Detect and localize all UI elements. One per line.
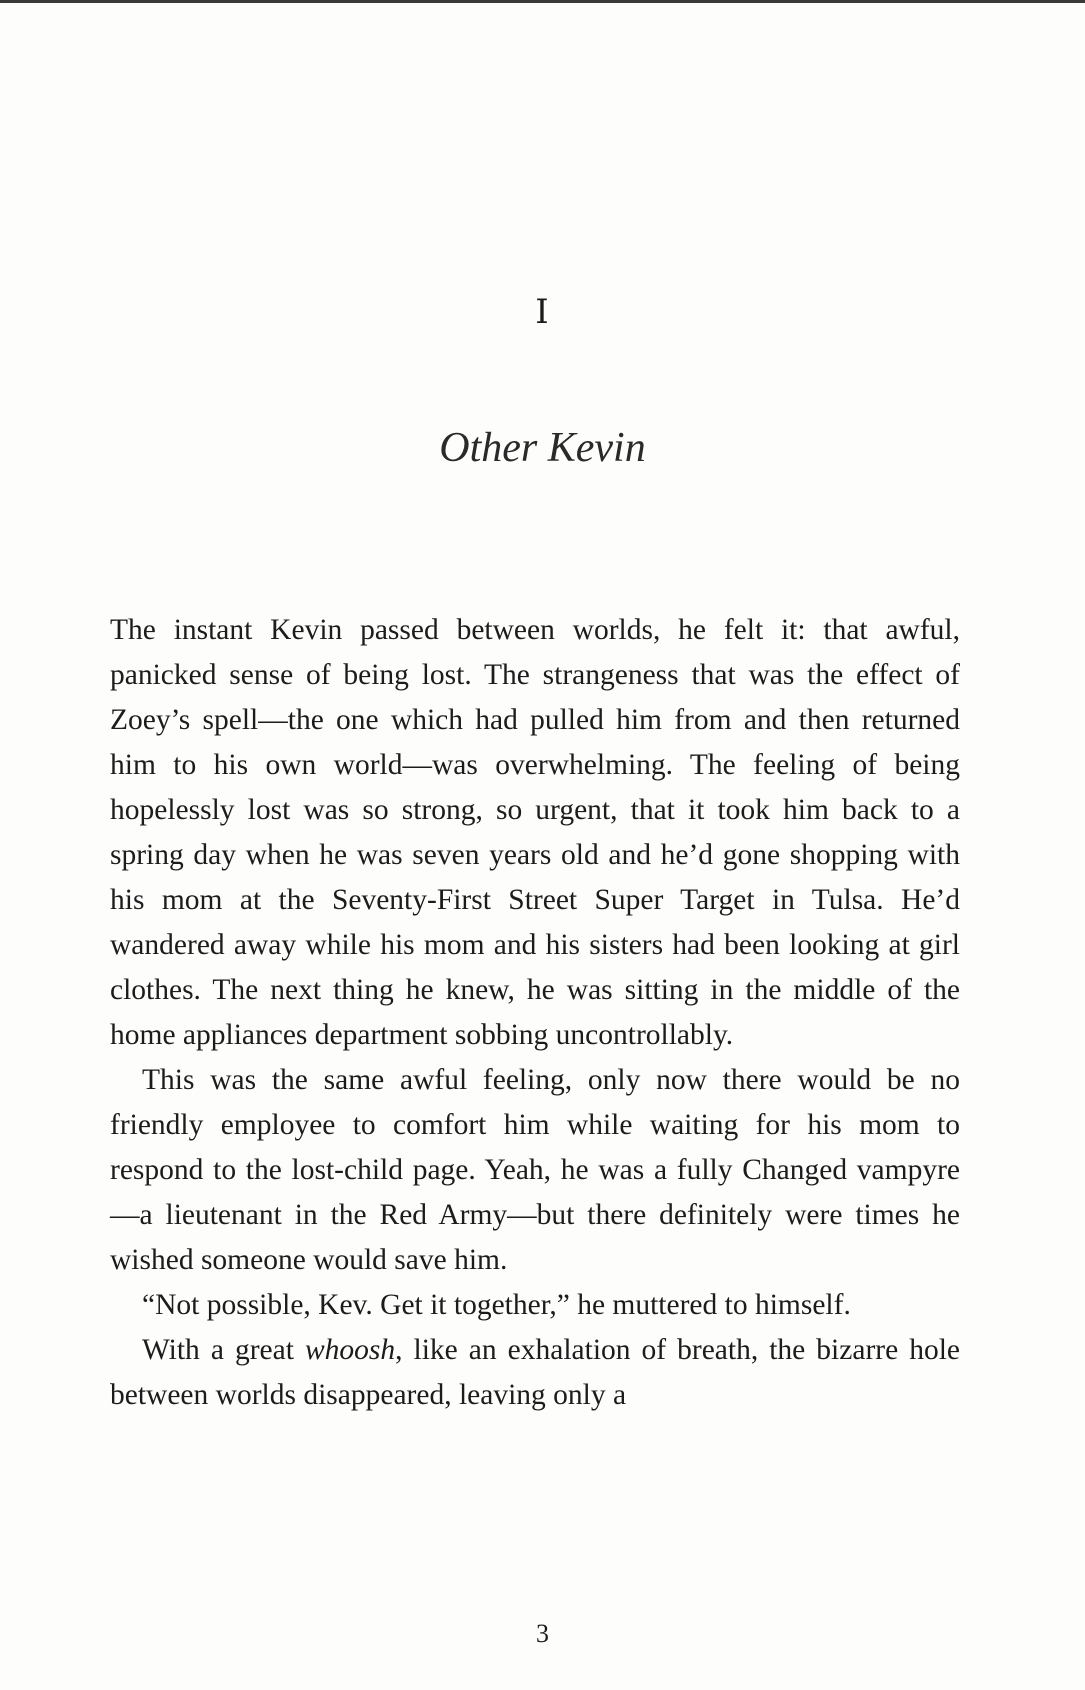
chapter-number: I [535,292,550,332]
paragraph-text: , like an exhalation of breath, the bizarre hole between worlds disappeared, leaving only a [110,1334,960,1411]
paragraph: The instant Kevin passed between worlds, he felt it: that awful, panicked sense of being lost. The strangeness that was the effect of Zoey’s spell—the one which had pulled him from and then returned him to his own world—was overwhelming. The feeling of being hopelessly lost was so strong, so urgent, that it took him back to a spring day when he was seven years old and he’d gone shopping with his mom at the Seventy-First Street Super Target in Tulsa. He’d wandered away while his mom and his sisters had been looking at girl clothes. The next thing he knew, he was sitting in the middle of the home appliances department sobbing uncontrollably. [110,614,960,1051]
emphasized-word: whoosh [304,1334,396,1366]
page-top-border [0,0,1085,3]
paragraph: “Not possible, Kev. Get it together,” he muttered to himself. [142,1289,851,1321]
chapter-title: Other Kevin [439,425,646,471]
paragraph [110,1328,960,1418]
paragraph-text: With a great [142,1334,305,1366]
body-text [110,608,960,1418]
page-number: 3 [536,1619,549,1648]
paragraph: This was the same awful feeling, only now there would be no friendly employee to comfort him while waiting for his mom to respond to the lost-child page. Yeah, he was a fully Changed vampyre—a lieutenant in the Red Army—but there definitely were times he wished someone would save him. [110,1064,960,1276]
